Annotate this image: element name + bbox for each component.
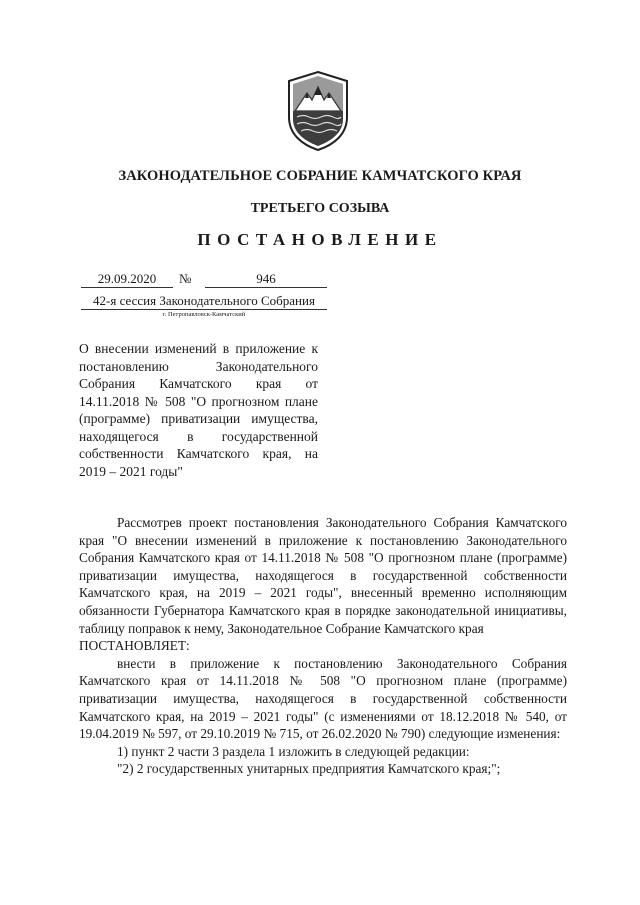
convocation-title: ТРЕТЬЕГО СОЗЫВА: [250, 201, 390, 216]
item-2-paragraph: "2) 2 государственных унитарных предприятия Камчатского края;";: [117, 761, 501, 777]
item-1-paragraph: 1) пункт 2 части 3 раздела 1 изложить в следующей редакции:: [117, 743, 470, 759]
main-paragraph: внести в приложение к постановлению Законодательного Собрания Камчатского края от 14.11.2018 № 508 "О прогнозном плане (программе) приватизации имущества, находящегося в государственной собственности Камчатского края, на 2019 – 2021 годы" (с изменениями от 18.12.2018 № 540, от 19.04.2019 № 597, от 29.10.2019 № 715, от 26.02.2020 № 790) следующие изменения:: [79, 655, 567, 742]
document-kind-title: ПОСТАНОВЛЕНИЕ: [197, 230, 443, 249]
city-label: г. Петропавловск-Камчатский: [162, 311, 246, 318]
resolves-label: ПОСТАНОВЛЯЕТ:: [79, 638, 190, 654]
preamble-paragraph: Рассмотрев проект постановления Законодательного Собрания Камчатского края "О внесении изменений в приложение к постановлению Законодательного Собрания Камчатского края от 14.11.2018 № 508 "О прогнозном плане (программе) приватизации имущества, находящегося в государственной собственности Камчатского края, на 2019 – 2021 годы", внесенный временно исполняющим обязанности Губернатора Камчатского края в порядке законодательной инициативы, таблицу поправок к нему, Законодательное Собрание Камчатского края: [79, 515, 567, 636]
organization-title: ЗАКОНОДАТЕЛЬНОЕ СОБРАНИЕ КАМЧАТСКОГО КРАЯ: [118, 168, 522, 184]
document-body: [79, 514, 567, 778]
document-number: 946: [205, 271, 327, 288]
document-subject: О внесении изменений в приложение к постановлению Законодательного Собрания Камчатского края от 14.11.2018 № 508 "О прогнозном плане (программе) приватизации имущества, находящегося в государственной собственности Камчатского края, на 2019 – 2021 годы": [79, 341, 318, 479]
number-sign: №: [179, 271, 192, 286]
session-label: 42-я сессия Законодательного Собрания: [81, 293, 327, 310]
document-date: 29.09.2020: [81, 271, 173, 288]
coat-of-arms-icon: [287, 71, 349, 151]
